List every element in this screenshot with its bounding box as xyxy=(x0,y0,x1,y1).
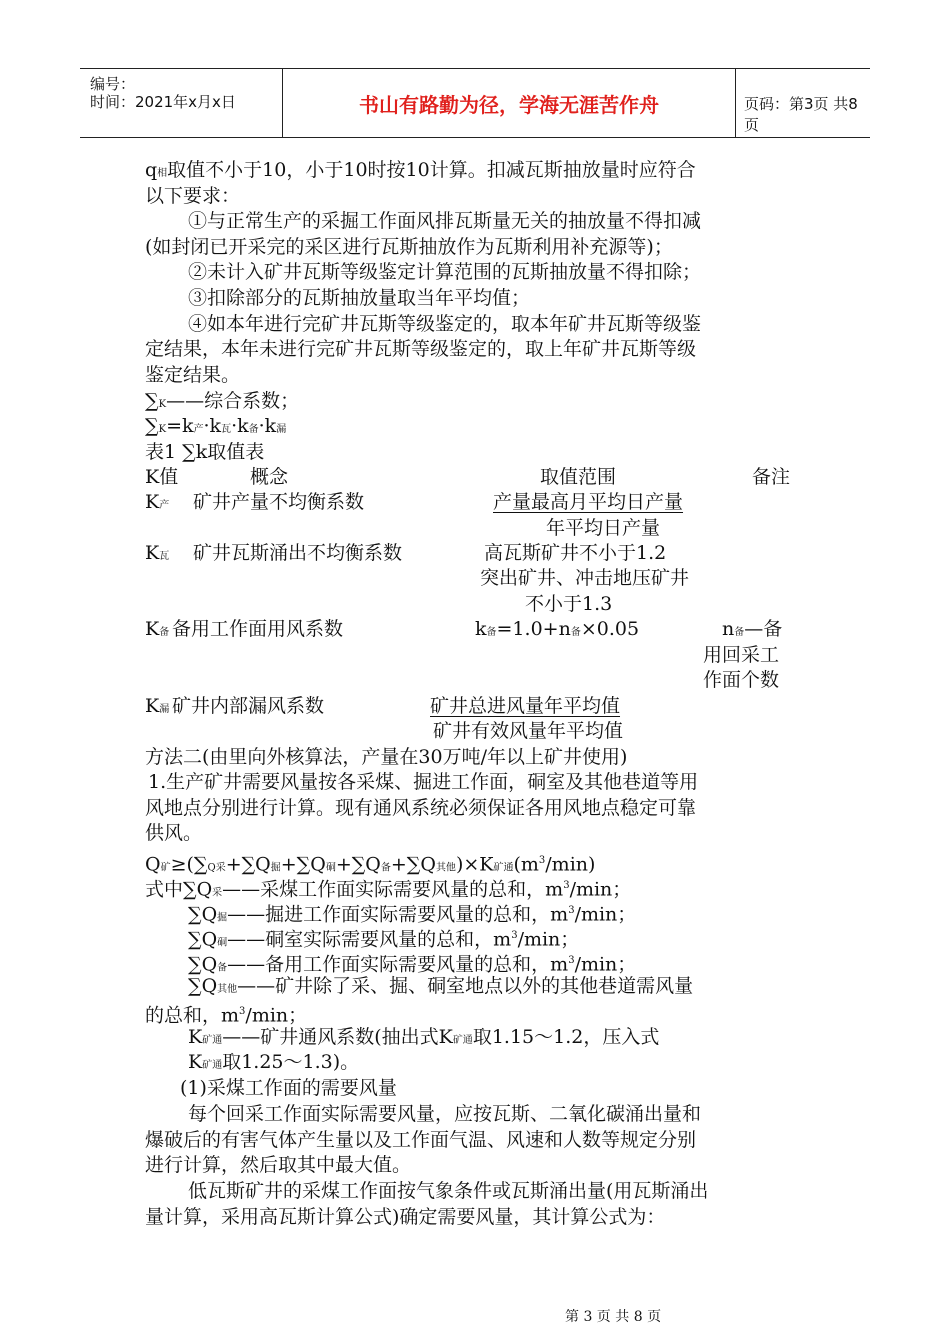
text-line: ∑Q备——备用工作面实际需要风量的总和，$m^3/\min$； xyxy=(188,953,637,976)
text-line: 1.生产矿井需要风量按各采煤、掘进工作面，硐室及其他巷道等用 xyxy=(148,771,699,793)
text-line: 进行计算，然后取其中最大值。 xyxy=(145,1154,412,1176)
table-cell-concept: 备用工作面用风系数 xyxy=(172,618,344,640)
text-line: ③扣除部分的瓦斯抽放量取当年平均值； xyxy=(188,287,531,309)
text-line: ∑Q硐——硐室实际需要风量的总和，$m^3/\min$； xyxy=(188,928,580,951)
table-cell-range: 高瓦斯矿井不小于1.2 xyxy=(484,542,667,564)
table-cell-k: K产 xyxy=(145,491,170,513)
text-line: q相取值不小于10，小于10时按10计算。扣减瓦斯抽放量时应符合 xyxy=(145,159,696,181)
method-heading: 方法二(由里向外核算法，产量在30万吨/年以上矿井使用) xyxy=(145,746,628,768)
text-line: 风地点分别进行计算。现有通风系统必须保证各用风地点稳定可靠 xyxy=(145,797,697,819)
table-cell-numerator: 矿井总进风量年平均值 xyxy=(430,695,621,717)
formula-line: ∑K=k产·k瓦·k备·k漏 xyxy=(145,415,287,437)
text-line: ①与正常生产的采掘工作面风排瓦斯量无关的抽放量不得扣减 xyxy=(188,210,702,232)
table-cell-concept: 矿井产量不均衡系数 xyxy=(193,491,365,513)
table-cell-concept: 矿井内部漏风系数 xyxy=(172,695,325,717)
formula-line: Q矿≥(∑Q采+∑Q掘+∑Q硐+∑Q备+∑Q其他)×K矿通$(m^3/\min)$ xyxy=(145,853,596,876)
text-line: 量计算，采用高瓦斯计算公式)确定需要风量，其计算公式为： xyxy=(145,1206,666,1228)
text-line: 供风。 xyxy=(145,822,203,844)
table-cell-k: K瓦 xyxy=(145,542,170,564)
table-cell-range: 不小于1.3 xyxy=(525,593,613,615)
table-cell-denominator: 矿井有效风量年平均值 xyxy=(433,720,624,742)
table-header-k: K值 xyxy=(145,466,179,488)
text-line: K矿通取1.25～1.3)。 xyxy=(188,1051,360,1073)
text-line: ∑Q掘——掘进工作面实际需要风量的总和，$m^3/\min$； xyxy=(188,903,637,926)
text-line: 每个回采工作面实际需要风量，应按瓦斯、二氧化碳涌出量和 xyxy=(188,1103,702,1125)
text-line: ∑K——综合系数； xyxy=(145,390,300,412)
text-line: ∑Q其他——矿井除了采、掘、硐室地点以外的其他巷道需风量 xyxy=(188,975,694,997)
text-line: K矿通——矿井通风系数(抽出式K矿通取1.15～1.2，压入式 xyxy=(188,1026,660,1048)
text-line: ②未计入矿井瓦斯等级鉴定计算范围的瓦斯抽放量不得扣除； xyxy=(188,261,702,283)
header-meta xyxy=(80,69,282,137)
text-line: 鉴定结果。 xyxy=(145,364,241,386)
table-header-note: 备注 xyxy=(752,466,791,488)
text-line: ④如本年进行完矿井瓦斯等级鉴定的，取本年矿井瓦斯等级鉴 xyxy=(188,313,702,335)
table-title: 表1 ∑k取值表 xyxy=(145,441,265,463)
text-line: 定结果，本年未进行完矿井瓦斯等级鉴定的，取上年矿井瓦斯等级 xyxy=(145,338,697,360)
table-cell-k: K备 xyxy=(145,618,170,640)
text-line: 爆破后的有害气体产生量以及工作面气温、风速和人数等规定分别 xyxy=(145,1129,697,1151)
table-cell-formula: k备=1.0+n备×0.05 xyxy=(475,618,640,640)
number-label: 编号： xyxy=(90,75,136,93)
table-cell-range: 突出矿井、冲击地压矿井 xyxy=(480,567,690,589)
page-header xyxy=(80,68,870,138)
table-cell-concept: 矿井瓦斯涌出不均衡系数 xyxy=(193,542,403,564)
section-heading: (1)采煤工作面的需要风量 xyxy=(180,1077,397,1099)
text-line: 以下要求： xyxy=(145,185,241,207)
page-footer: 第 3 页 共 8 页 xyxy=(565,1309,662,1325)
text-line: 的总和，$m^3/\min$； xyxy=(145,1004,308,1027)
table-cell-note: n备—备 xyxy=(722,618,783,640)
text-line: (如封闭已开采完的采区进行瓦斯抽放作为瓦斯利用补充源等)； xyxy=(145,236,673,258)
header-page-number: 页码：第3页 共8页 xyxy=(744,95,858,134)
text-line: 式中∑Q采——采煤工作面实际需要风量的总和，$m^3/\min$； xyxy=(145,878,632,901)
table-cell-denominator: 年平均日产量 xyxy=(546,517,661,539)
table-cell-note: 作面个数 xyxy=(703,669,780,691)
text-line: 低瓦斯矿井的采煤工作面按气象条件或瓦斯涌出量(用瓦斯涌出 xyxy=(188,1180,709,1202)
table-cell-k: K漏 xyxy=(145,695,170,717)
header-motto: 书山有路勤为径，学海无涯苦作舟 xyxy=(282,69,736,137)
table-cell-note: 用回采工 xyxy=(703,644,780,666)
table-header-concept: 概念 xyxy=(250,466,289,488)
time-label: 时间：2021年x月x日 xyxy=(90,93,236,111)
table-cell-numerator: 产量最高月平均日产量 xyxy=(493,491,684,513)
table-header-range: 取值范围 xyxy=(540,466,617,488)
